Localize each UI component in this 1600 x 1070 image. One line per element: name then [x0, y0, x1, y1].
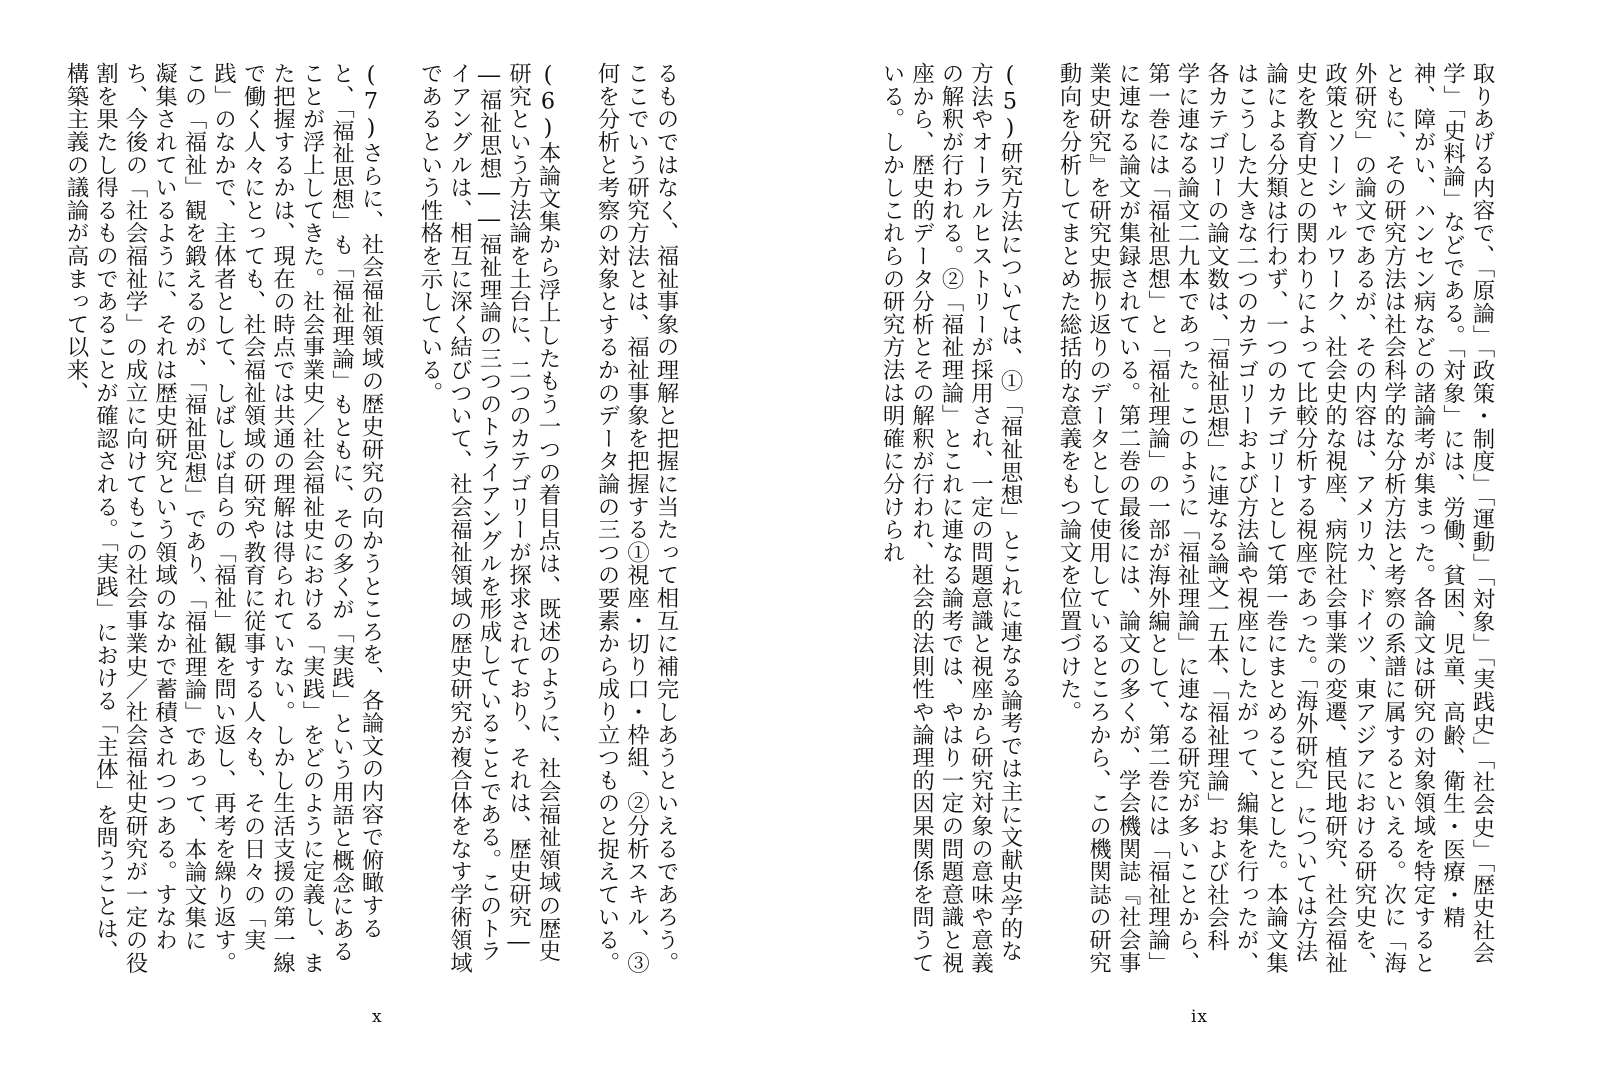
paragraph-continued: 取りあげる内容で、「原論」「政策・制度」「運動」「対象」「実践史」「社会史」「歴史社会学」「史料論」などである。「対象」には、労働、貧困、児童、高齢、衛生・医療・精神、障がい、ハンセン病などの諸論考が集まった。各論文は研究の対象領域を特定するとともに、その研究方法は社会科学的な分析方法と考察の系譜に属するといえる。次に「海外研究」の論文であるが、その内容は、アメリカ、ドイツ、東アジアにおける研究史を、政策とソーシャルワーク、社会史的な視座、病院社会事業の変遷、植民地研究、社会福祉史を教育史との関わりによって比較分析する視座であった。「海外研究」については方法論による分類は行わず、一つのカテゴリーとして第一巻にまとめることとした。本論文集はこうした大きな二つのカテゴリーおよび方法論や視座にしたがって、編集を行ったが、各カテゴリーの論文数は、「福祉思想」に連なる論文一五本、「福祉理論」および社会科学に連なる論文二九本であった。このように「福祉理論」に連なる研究が多いことから、第一巻には「福祉思想」と「福祉理論」の一部が海外編として、第二巻には「福祉理論」に連なる論文が集録されている。第二巻の最後には、論文の多くが、学会機関誌『社会事業史研究』を研究史振り返りのデータとして使用しているところから、この機関誌の研究動向を分析してまとめた総括的な意義をもつ論文を位置づけた。	[1056, 62, 1495, 974]
page-number: x	[372, 1007, 383, 1027]
page-ix	[800, 0, 1600, 1070]
page-number: ix	[1191, 1007, 1209, 1027]
paragraph-7: (7)さらに、社会福祉領域の歴史研究の向かうところを、各論文の内容で俯瞰すると、「福祉思想」も「福祉理論」もともに、その多くが「実践」という用語と概念にあることが浮上してきた。社会事業史／社会福祉史における「実践」をどのように定義し、また把握するかは、現在の時点では共通の理解は得られていない。しかし生活支援の第一線で働く人々にとっても、社会福祉領域の研究や教育に従事する人々も、その日々の「実践」のなかで、主体者として、しばしば自らの「福祉」観を問い返し、再考を繰り返す。この「福祉」観を鍛えるのが、「福祉思想」であり、「福祉理論」であって、本論文集に凝集されているように、それは歴史研究という領域のなかで蓄積されつつある。すなわち、今後の「社会福祉学」の成立に向けてもこの社会事業史／社会福祉史研究が一定の役割を果たし得るものであることが確認される。「実践」における「主体」を問うことは、構築主義の議論が高まって以来、	[63, 62, 384, 974]
paragraph-6: (6)本論文集から浮上したもう一つの着目点は、既述のように、社会福祉領域の歴史研究という方法論を土台に、二つのカテゴリーが探求されており、それは、歴史研究――福祉思想――福祉理論の三つのトライアングルを形成していることである。このトライアングルは、相互に深く結びついて、社会福祉領域の歴史研究が複合体をなす学術領域であるという性格を示している。	[417, 62, 561, 974]
paragraph-5: (5)研究方法については、①「福祉思想」とこれに連なる論考では主に文献史学的な方法やオーラルヒストリーが採用され、一定の問題意識と視座から研究対象の意味や意義の解釈が行われる。②「福祉理論」とこれに連なる論考では、やはり一定の問題意識と視座から、歴史的データ分析とその解釈が行われ、社会的法則性や論理的因果関係を問うている。しかしこれらの研究方法は明確に分けられ	[879, 62, 1023, 974]
paragraph-continued: るものではなく、福祉事象の理解と把握に当たって相互に補完しあうといえるであろう。ここでいう研究方法とは、福祉事象を把握する①視座・切り口・枠組、②分析スキル、③何を分析と考察の対象とするかのデータ論の三つの要素から成り立つものと捉えている。	[594, 62, 679, 974]
left-page-body-text	[63, 62, 680, 974]
right-page-body-text	[879, 62, 1496, 974]
